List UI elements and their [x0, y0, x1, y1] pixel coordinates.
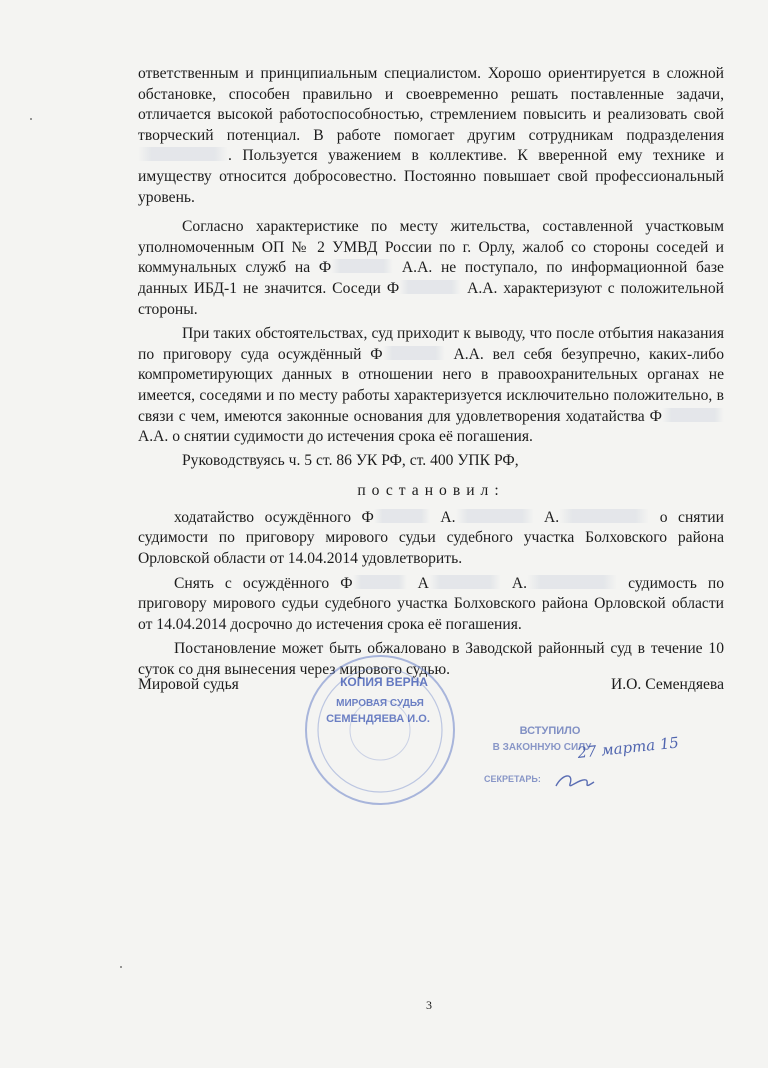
redacted-name	[383, 346, 445, 360]
text-fragment: А.А. не поступало, по информационной базе данных ИБД-1 не значится. Соседи Ф	[138, 259, 724, 297]
paragraph-characteristic-work	[138, 64, 724, 208]
judge-title: Мировой судья	[138, 676, 239, 693]
scan-speck	[120, 966, 122, 968]
text-fragment: Снять с осуждённого Ф	[174, 574, 353, 592]
text-fragment: . Пользуется уважением в коллективе. К вверенной ему технике и имуществу относится добросовестно. Постоянно повышает свой профессиональный уровень.	[138, 147, 724, 206]
entry-into-force-stamp	[470, 718, 680, 798]
entry-stamp-secretary: СЕКРЕТАРЬ:	[484, 774, 541, 784]
scan-speck	[30, 118, 32, 120]
text-fragment: А	[417, 574, 429, 592]
redacted-name	[662, 408, 724, 422]
judge-name: И.О. Семендяева	[611, 676, 724, 693]
redacted-name	[559, 509, 649, 523]
stamp-line-3: СЕМЕНДЯЕВА И.О.	[326, 713, 430, 725]
text-fragment: При таких обстоятельствах, суд приходит к выводу, что после отбытия наказания по приговору суда осуждённый Ф	[138, 325, 724, 363]
text-fragment: А.А. вел себя безупречно, каких-либо компрометирующих данных в отношении него в правоохранительных органах не имеется, соседями и по месту работы характеризуется исключительно положительно, в связи с чем, имеются законные основания для удовлетворения ходатайства Ф	[138, 345, 724, 425]
entry-stamp-line-2: В ЗАКОННУЮ СИЛУ	[492, 742, 592, 753]
handwritten-date: 27 марта 15	[576, 733, 680, 762]
text-fragment: Руководствуясь ч. 5 ст. 86 УК РФ, ст. 400 УПК РФ,	[182, 451, 519, 469]
paragraph-ruling-2	[138, 574, 724, 636]
text-fragment: Согласно характеристике по месту жительства, составленной участковым уполномоченным ОП № 2 УМВД России по г. Орлу, жалоб со стороны соседей и коммунальных служб на Ф	[138, 218, 724, 277]
redacted-name	[374, 509, 430, 523]
text-fragment: судимость по приговору мирового судьи судебного участка Болховского района Орловской области от 14.04.2014 досрочно до истечения срока её погашения.	[138, 574, 724, 633]
text-fragment: А.	[440, 508, 456, 526]
paragraph-conclusion	[138, 324, 724, 448]
text-fragment: ответственным и принципиальным специалистом. Хорошо ориентируется в сложной обстановке, способен правильно и своевременно решать поставленные задачи, отличается высокой работоспособностью, стремлением повысить и реализовать свой творческий потенциал. В работе помогает другим сотрудникам подразделения	[138, 65, 724, 144]
redacted-name	[527, 575, 617, 589]
heading-resolved: постановил:	[357, 482, 505, 500]
stamp-line-1: КОПИЯ ВЕРНА	[340, 675, 428, 689]
document-body	[138, 64, 724, 681]
redacted-name	[353, 575, 407, 589]
text-fragment: А.	[544, 508, 560, 526]
redacted-name	[399, 280, 461, 294]
text-fragment: Постановление может быть обжаловано в Заводской районный суд в течение 10 суток со дня вынесения через мирового судью.	[138, 640, 724, 679]
redacted-name	[429, 575, 501, 589]
text-fragment: о снятии судимости по приговору мирового судьи судебного участка Болховского района Орловской области от 14.04.2014 удовлетворить.	[138, 508, 724, 568]
text-fragment: ходатайство осуждённого Ф	[174, 508, 374, 526]
text-fragment: А.А. о снятии судимости до истечения срока её погашения.	[138, 428, 533, 446]
text-fragment: А.А. характеризуют с положительной стороны.	[138, 279, 724, 318]
paragraph-legal-basis	[138, 451, 724, 472]
stamp-line-2: МИРОВАЯ СУДЬЯ	[336, 698, 424, 709]
signature-row	[138, 676, 724, 698]
secretary-signature	[556, 776, 594, 786]
page-number: 3	[426, 998, 432, 1012]
redacted-name	[456, 509, 534, 523]
court-seal-stamp	[300, 650, 460, 810]
redacted-name	[138, 147, 228, 161]
paragraph-ruling-1	[138, 508, 724, 570]
paragraph-characteristic-residence	[138, 217, 724, 320]
redacted-name	[331, 259, 393, 273]
entry-stamp-line-1: ВСТУПИЛО	[519, 725, 581, 737]
text-fragment: А.	[511, 574, 528, 592]
